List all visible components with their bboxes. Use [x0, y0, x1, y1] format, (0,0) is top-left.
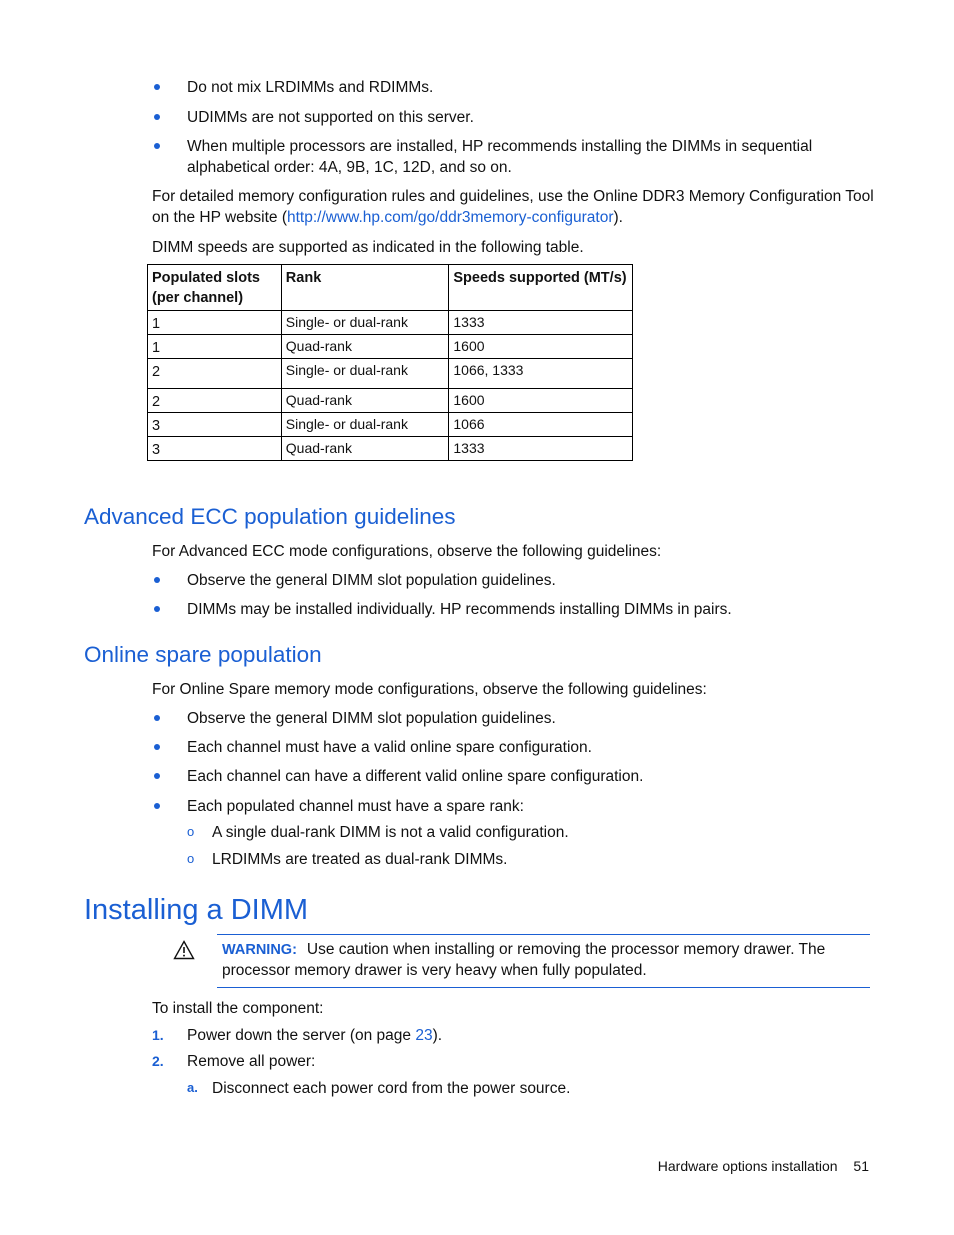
table-cell: 2 [148, 389, 282, 413]
bullet-text: Each populated channel must have a spare rank: [187, 798, 524, 815]
bullet-marker [154, 84, 160, 90]
bullet-text: UDIMMs are not supported on this server. [187, 109, 474, 126]
bullet-marker [154, 577, 160, 583]
ecc-intro: For Advanced ECC mode configurations, observe the following guidelines: [152, 543, 662, 560]
paragraph-tool-prefix: on the HP website ( [152, 209, 287, 226]
table-cell: 1333 [449, 437, 633, 461]
step-text: Remove all power: [187, 1053, 316, 1070]
bullet-marker [154, 715, 160, 721]
table-cell: 1 [148, 311, 282, 335]
page-footer [658, 1158, 869, 1174]
table-cell: 1 [148, 335, 282, 359]
table-cell: 3 [148, 437, 282, 461]
warning-text: Use caution when installing or removing the processor memory drawer. The [306, 941, 826, 958]
substep-text: Disconnect each power cord from the power source. [212, 1080, 571, 1097]
table-row [148, 335, 633, 359]
step-text-prefix: Power down the server (on page [187, 1027, 416, 1044]
warning-box [217, 934, 870, 988]
table-header-speeds: Speeds supported (MT/s) [449, 265, 633, 311]
heading-advanced-ecc: Advanced ECC population guidelines [84, 504, 456, 529]
paragraph-tool-line1: For detailed memory configuration rules and guidelines, use the Online DDR3 Memory Configuration Tool [152, 188, 874, 205]
bullet-marker [154, 744, 160, 750]
footer-section-title: Hardware options installation [657, 1158, 838, 1174]
table-cell: 3 [148, 413, 282, 437]
bullet-text: Each channel must have a valid online spare configuration. [187, 739, 592, 756]
heading-online-spare: Online spare population [84, 642, 322, 667]
bullet-marker [154, 773, 160, 779]
table-row [148, 437, 633, 461]
bullet-text: Observe the general DIMM slot population guidelines. [187, 572, 556, 589]
bullet-marker [154, 606, 160, 612]
table-cell: Quad-rank [281, 389, 449, 413]
table-cell: Single- or dual-rank [281, 311, 449, 335]
sub-bullet-marker: o [187, 824, 195, 839]
table-row [148, 359, 633, 389]
table-row [148, 389, 633, 413]
table-cell: 2 [148, 359, 282, 389]
table-cell: 1333 [449, 311, 633, 335]
table-cell: 1066, 1333 [449, 359, 633, 389]
table-cell: 1600 [449, 335, 633, 359]
paragraph-tool-suffix: ). [613, 209, 623, 226]
header-line: Populated slots [152, 270, 260, 286]
warning-line1 [222, 939, 825, 961]
table-row [148, 413, 633, 437]
warning-triangle-icon [173, 940, 195, 960]
spare-intro: For Online Spare memory mode configurations, observe the following guidelines: [152, 681, 707, 698]
install-intro: To install the component: [152, 1000, 324, 1017]
header-line: (per channel) [152, 290, 244, 306]
bullet-marker [154, 114, 160, 120]
table-header-rank: Rank [281, 265, 449, 311]
step-number: 1. [152, 1027, 164, 1043]
step-text-suffix: ). [432, 1027, 443, 1044]
table-cell: Single- or dual-rank [281, 359, 449, 389]
table-header-populated-slots [148, 265, 282, 311]
warning-line2: processor memory drawer is very heavy when fully populated. [222, 962, 647, 979]
table-cell: 1600 [449, 389, 633, 413]
page-23-link[interactable]: 23 [415, 1027, 433, 1044]
table-cell: Single- or dual-rank [281, 413, 449, 437]
table-cell: Quad-rank [281, 335, 449, 359]
sub-bullet-text: LRDIMMs are treated as dual-rank DIMMs. [212, 851, 508, 868]
configurator-link[interactable]: http://www.hp.com/go/ddr3memory-configurator [286, 209, 614, 226]
warning-label: WARNING: [222, 942, 297, 958]
footer-page-number: 51 [853, 1158, 869, 1174]
table-header-row [148, 265, 633, 311]
step-text [187, 1025, 442, 1046]
bullet-text: DIMMs may be installed individually. HP recommends installing DIMMs in pairs. [187, 601, 732, 618]
substep-letter: a. [187, 1080, 198, 1095]
bullet-marker [154, 143, 160, 149]
sub-bullet-text: A single dual-rank DIMM is not a valid configuration. [212, 824, 569, 841]
bullet-text: Observe the general DIMM slot population guidelines. [187, 710, 556, 727]
paragraph-speeds: DIMM speeds are supported as indicated in the following table. [152, 239, 584, 256]
bullet-text: When multiple processors are installed, HP recommends installing the DIMMs in sequential [187, 138, 813, 155]
table-cell: Quad-rank [281, 437, 449, 461]
bullet-text: Do not mix LRDIMMs and RDIMMs. [187, 79, 434, 96]
table-row [148, 311, 633, 335]
bullet-text-continued: alphabetical order: 4A, 9B, 1C, 12D, and so on. [187, 159, 512, 176]
paragraph-tool-line2 [152, 207, 623, 228]
bullet-marker [154, 803, 160, 809]
table-cell: 1066 [449, 413, 633, 437]
bullet-text: Each channel can have a different valid online spare configuration. [187, 768, 644, 785]
dimm-speed-table [147, 264, 633, 461]
heading-installing-dimm: Installing a DIMM [84, 894, 309, 926]
sub-bullet-marker: o [187, 851, 195, 866]
step-number: 2. [152, 1053, 164, 1069]
